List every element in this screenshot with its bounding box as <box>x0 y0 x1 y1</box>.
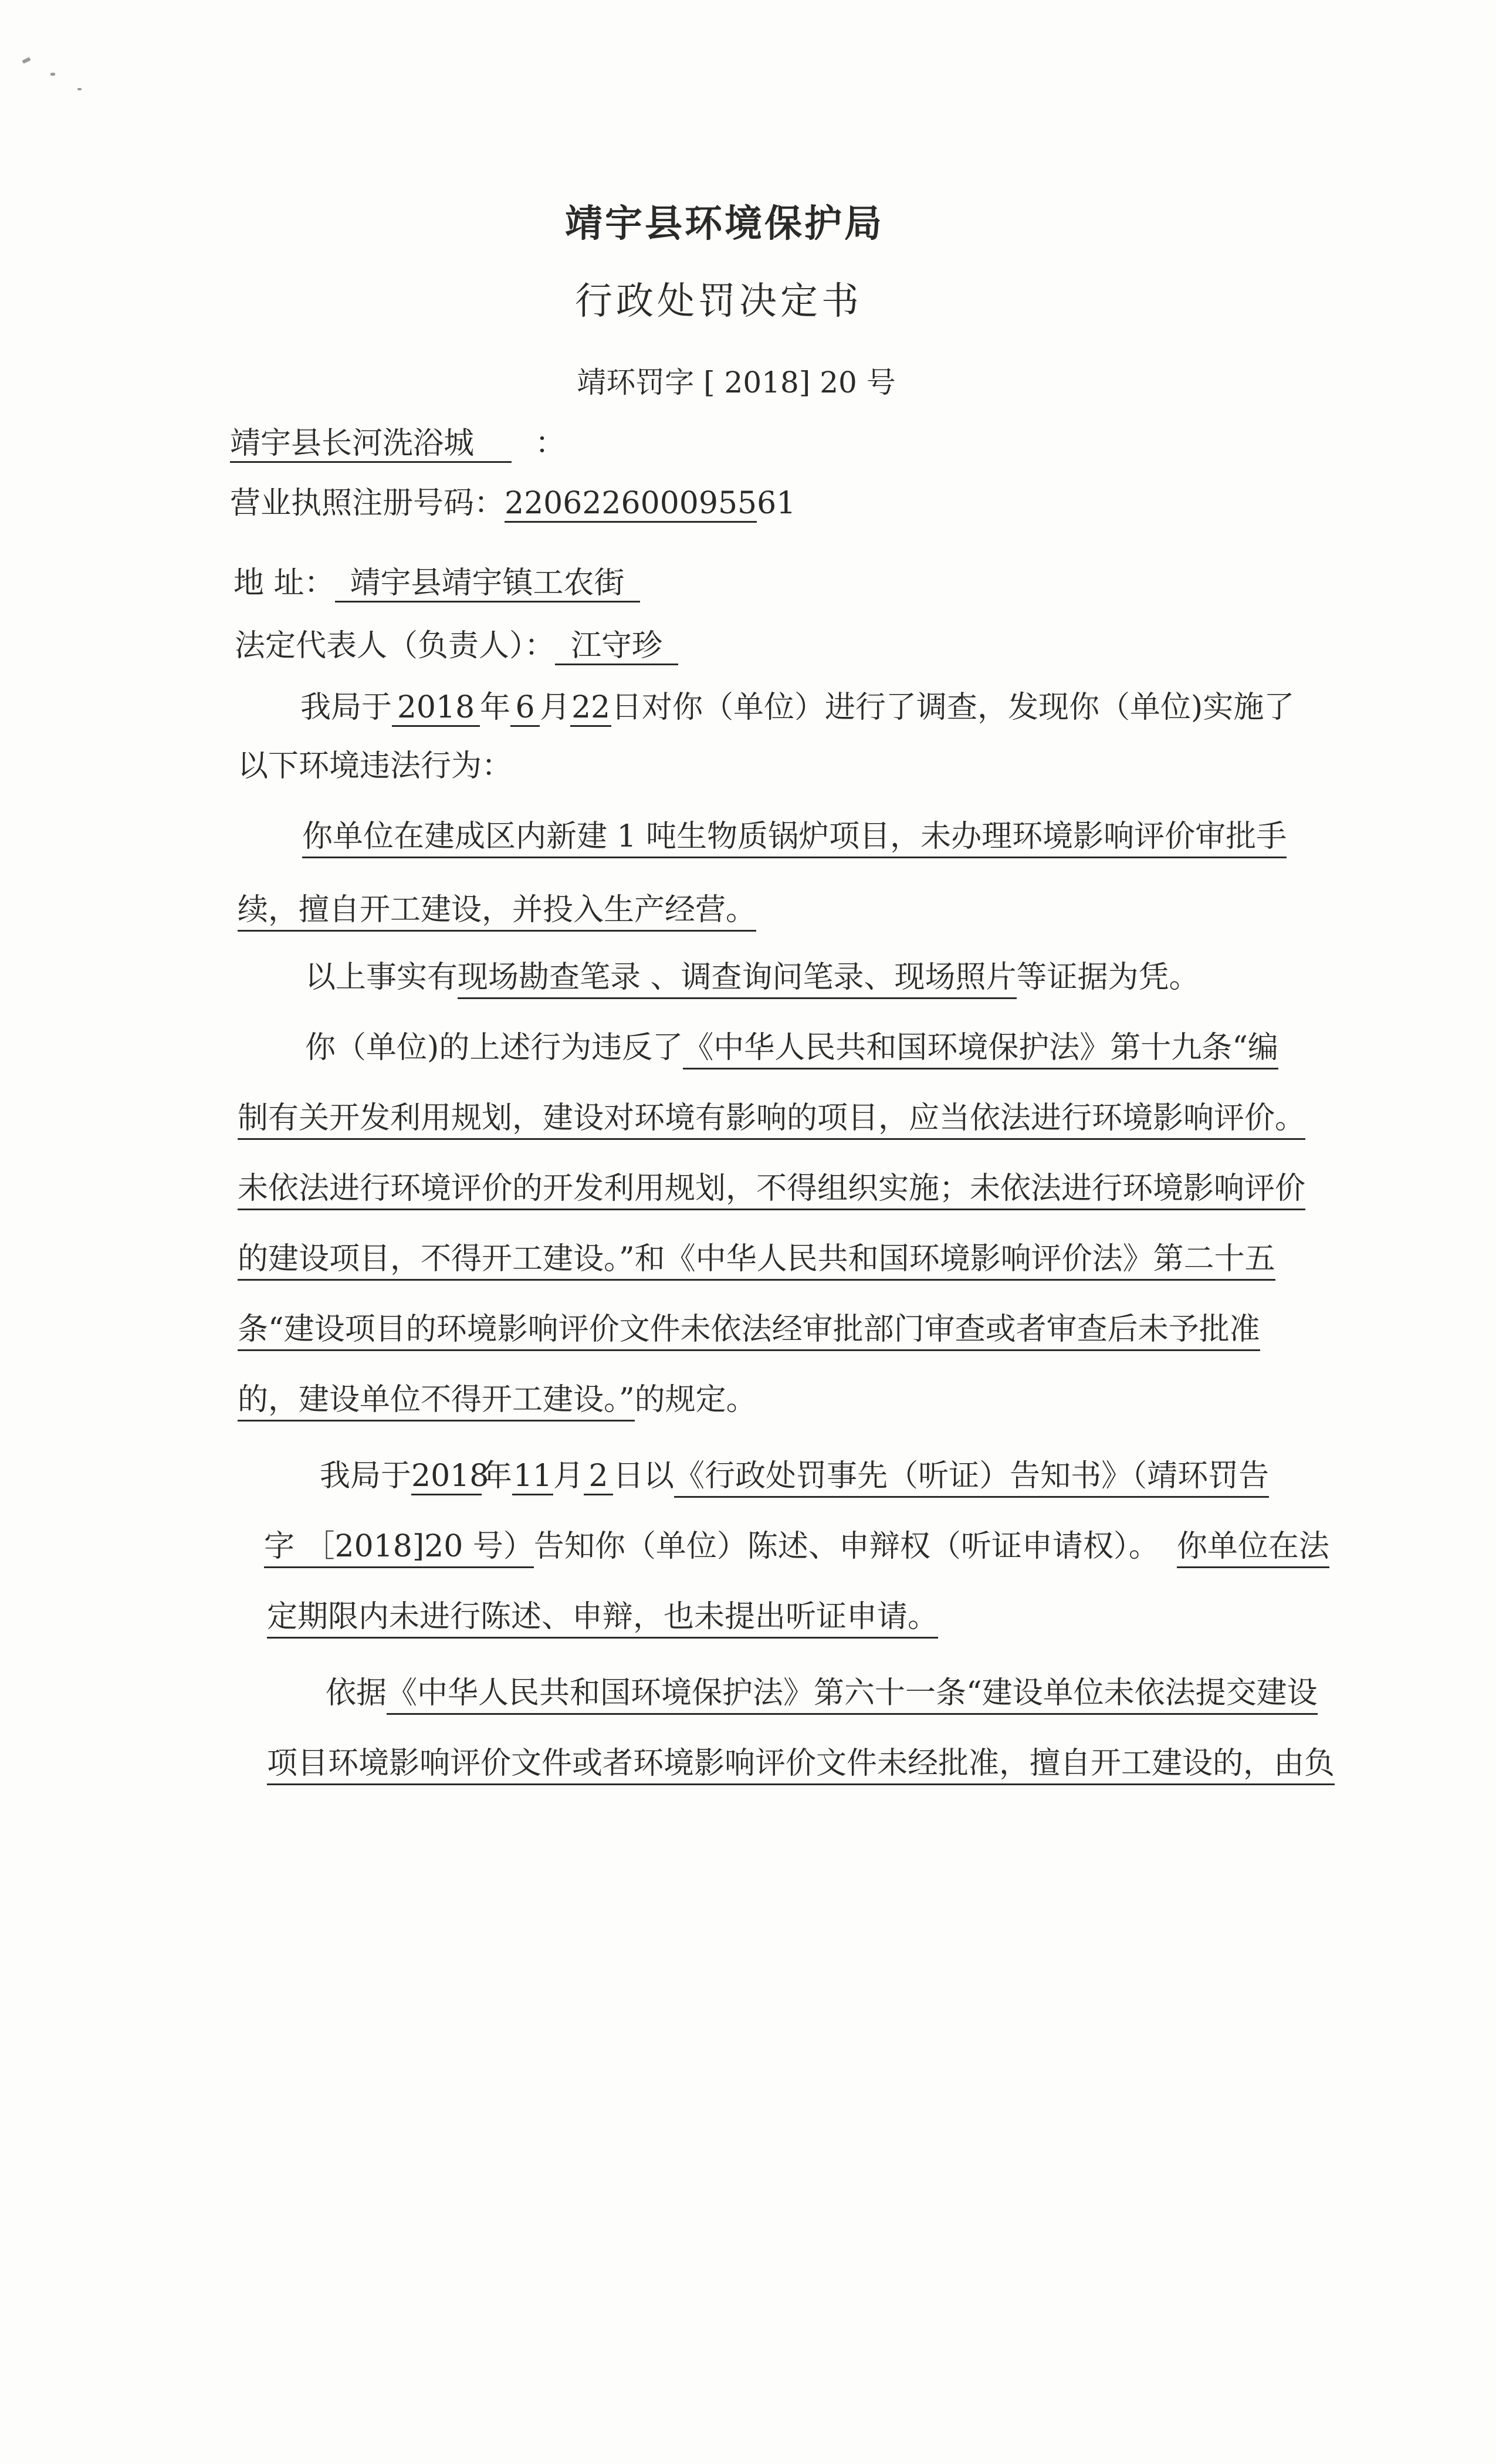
law-text: 的规定。 <box>634 1382 757 1417</box>
law-line-1 <box>305 1030 1278 1065</box>
address-label: 地 址： <box>233 566 335 601</box>
basis-text: 依据 <box>326 1676 387 1711</box>
notice-text: 告知你（单位）陈述、申辩权（听证申请权）。 <box>533 1529 1159 1564</box>
investigation-line-1 <box>300 692 1294 727</box>
law-line-3 <box>238 1173 1305 1204</box>
notice-text: 年 <box>482 1458 513 1494</box>
basis-citation: 《中华人民共和国环境保护法》第六十一条“建设单位未依法提交建设 <box>387 1676 1318 1715</box>
law-citation: 《中华人民共和国环境保护法》第十九条“编 <box>683 1030 1278 1069</box>
violation-line-1 <box>302 821 1287 852</box>
investigation-text: 日对你（单位）进行了调查，发现你（单位)实施了 <box>611 690 1295 725</box>
investigation-day: 22 <box>570 692 611 727</box>
law-citation: 的建设项目，不得开工建设。”和《中华人民共和国环境影响评价法》第二十五 <box>238 1241 1275 1281</box>
law-citation: 未依法进行环境评价的开发利用规划，不得组织实施；未依法进行环境影响评价 <box>238 1171 1305 1210</box>
investigation-text: 月 <box>540 690 571 725</box>
evidence-line <box>305 962 1200 993</box>
license-line <box>230 486 796 523</box>
investigation-text: 年 <box>480 690 511 725</box>
notice-line-1 <box>320 1458 1270 1495</box>
basis-citation: 项目环境影响评价文件或者环境影响评价文件未经批准，擅自开工建设的，由负 <box>267 1746 1335 1785</box>
representative-line <box>235 628 678 665</box>
notice-document-title: 《行政处罚事先（听证）告知书》（靖环罚告 <box>674 1458 1269 1498</box>
basis-line-1 <box>326 1676 1318 1711</box>
license-label: 营业执照注册号码： <box>230 486 505 521</box>
notice-text: 定期限内未进行陈述、申辩，也未提出听证申请。 <box>267 1599 938 1639</box>
law-citation: 条“建设项目的环境影响评价文件未依法经审批部门审查或者审查后未予批准 <box>238 1312 1260 1351</box>
evidence-list: 现场勘查笔录 、调查询问笔录、现场照片 <box>458 960 1017 999</box>
notice-text: 我局于 <box>320 1458 412 1494</box>
license-number: 220622600095561 <box>505 488 757 523</box>
notice-text: 日以 <box>613 1458 675 1494</box>
violation-line-2 <box>238 892 757 928</box>
notice-month: 11 <box>512 1461 553 1495</box>
document-number: 靖环罚字 [ 2018] 20 号 <box>577 365 896 400</box>
notice-day: 2 <box>584 1461 613 1495</box>
document-type-title: 行政处罚决定书 <box>575 280 862 323</box>
representative-label: 法定代表人（负责人）： <box>235 628 556 664</box>
investigation-text: 以下环境违法行为： <box>238 749 513 784</box>
scan-mark <box>77 88 82 90</box>
basis-line-2 <box>267 1748 1335 1779</box>
notice-document-number: 字 ［2018]20 号） <box>264 1529 534 1568</box>
law-line-6 <box>238 1382 757 1417</box>
address-line <box>233 568 640 603</box>
evidence-text: 等证据为凭。 <box>1016 960 1200 995</box>
representative-name: 江守珍 <box>555 631 678 665</box>
investigation-year: 2018 <box>392 692 480 727</box>
law-line-2 <box>238 1101 1306 1136</box>
law-citation: 的，建设单位不得开工建设。” <box>238 1382 635 1421</box>
investigation-line-2 <box>238 749 513 784</box>
scan-mark <box>22 57 31 63</box>
notice-text: 月 <box>553 1458 584 1494</box>
notice-text: 你单位在法 <box>1177 1529 1329 1568</box>
notice-year: 2018 <box>411 1461 482 1495</box>
party-name-colon: ： <box>535 426 566 461</box>
violation-text: 你单位在建成区内新建 1 吨生物质锅炉项目，未办理环境影响评价审批手 <box>302 819 1287 858</box>
agency-title: 靖宇县环境保护局 <box>565 202 884 246</box>
law-line-4 <box>238 1241 1275 1277</box>
law-text: 你（单位)的上述行为违反了 <box>305 1030 683 1065</box>
law-line-5 <box>238 1314 1260 1345</box>
notice-line-2 <box>264 1531 1329 1562</box>
evidence-text: 以上事实有 <box>305 960 458 995</box>
party-name-line <box>230 428 566 463</box>
investigation-text: 我局于 <box>300 690 392 725</box>
law-citation: 制有关开发利用规划，建设对环境有影响的项目，应当依法进行环境影响评价。 <box>238 1101 1305 1140</box>
violation-text: 续，擅自开工建设，并投入生产经营。 <box>238 892 756 932</box>
address-value: 靖宇县靖宇镇工农街 <box>335 568 640 603</box>
notice-line-3 <box>267 1599 939 1634</box>
investigation-month: 6 <box>510 692 540 727</box>
party-name: 靖宇县长河洗浴城 <box>230 428 512 463</box>
scan-mark <box>50 73 55 76</box>
